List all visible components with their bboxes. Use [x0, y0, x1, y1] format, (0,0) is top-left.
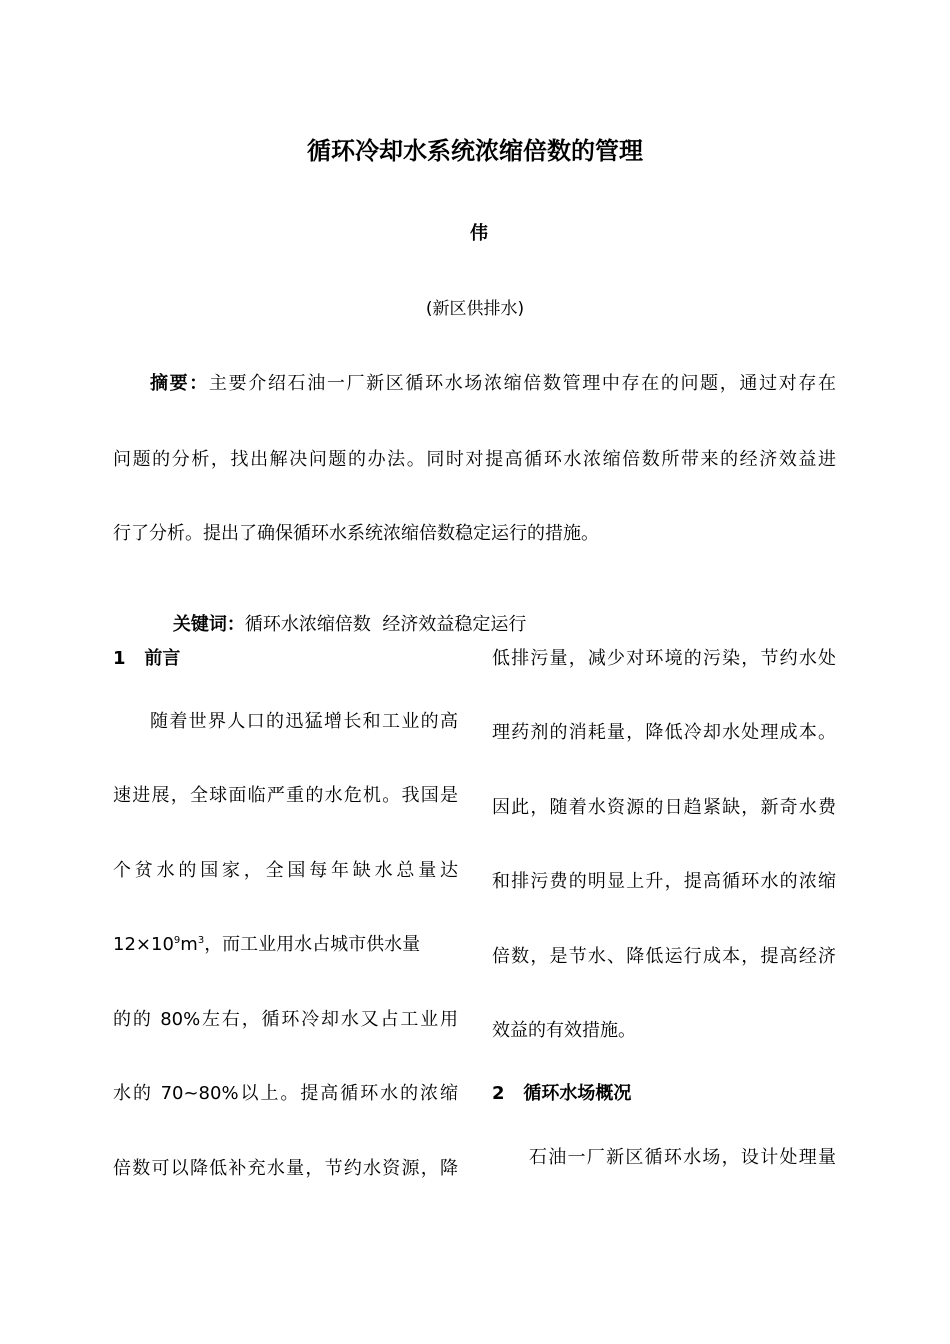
section-1-line-1: 随着世界人口的迅猛增长和工业的高	[150, 711, 458, 732]
formula-suffix: ，而工业用水占城市供水量	[204, 934, 421, 955]
author-affiliation: (新区供排水)	[425, 299, 525, 319]
abstract-label: 摘要：	[150, 373, 209, 394]
section-1-line-6: 水的 70~80%以上。提高循环水的浓缩	[113, 1083, 458, 1104]
section-1-line-4	[113, 931, 458, 959]
abstract-line-1	[150, 370, 836, 398]
formula-unit: m	[180, 934, 198, 955]
section-1-heading: 1 前言	[113, 648, 181, 669]
keywords-text: 循环水浓缩倍数 经济效益稳定运行	[244, 614, 527, 635]
keywords-line	[150, 583, 526, 667]
section-2-heading: 2 循环水场概况	[492, 1083, 632, 1104]
right-column-line-2: 理药剂的消耗量，降低冷却水处理成本。	[492, 722, 836, 743]
right-column-line-6: 效益的有效措施。	[492, 1020, 636, 1041]
right-column-line-4: 和排污费的明显上升，提高循环水的浓缩	[492, 871, 836, 892]
section-1-line-5: 的的 80%左右，循环冷却水又占工业用	[113, 1009, 458, 1030]
formula-exponent-1: 9	[173, 935, 181, 946]
section-1-line-2: 速进展，全球面临严重的水危机。我国是	[113, 785, 458, 806]
keywords-label: 关键词：	[172, 614, 245, 635]
formula-prefix: 12×10	[113, 934, 174, 955]
formula-exponent-2: 3	[197, 935, 205, 946]
right-column-line-5: 倍数，是节水、降低运行成本，提高经济	[492, 946, 836, 967]
document-title: 循环冷却水系统浓缩倍数的管理	[307, 137, 643, 165]
author-name: 伟	[470, 223, 488, 244]
section-2-line-1: 石油一厂新区循环水场，设计处理量	[529, 1147, 836, 1168]
abstract-line-2: 问题的分析，找出解决问题的办法。同时对提高循环水浓缩倍数所带来的经济效益进	[113, 449, 836, 470]
abstract-text-1: 主要介绍石油一厂新区循环水场浓缩倍数管理中存在的问题，通过对存在	[208, 373, 837, 394]
abstract-line-3: 行了分析。提出了确保循环水系统浓缩倍数稳定运行的措施。	[113, 523, 599, 544]
right-column-line-1: 低排污量，减少对环境的污染，节约水处	[492, 648, 836, 669]
section-1-line-3: 个贫水的国家，全国每年缺水总量达	[113, 860, 458, 881]
section-1-line-7: 倍数可以降低补充水量，节约水资源，降	[113, 1158, 458, 1179]
right-column-line-3: 因此，随着水资源的日趋紧缺，新奇水费	[492, 797, 836, 818]
